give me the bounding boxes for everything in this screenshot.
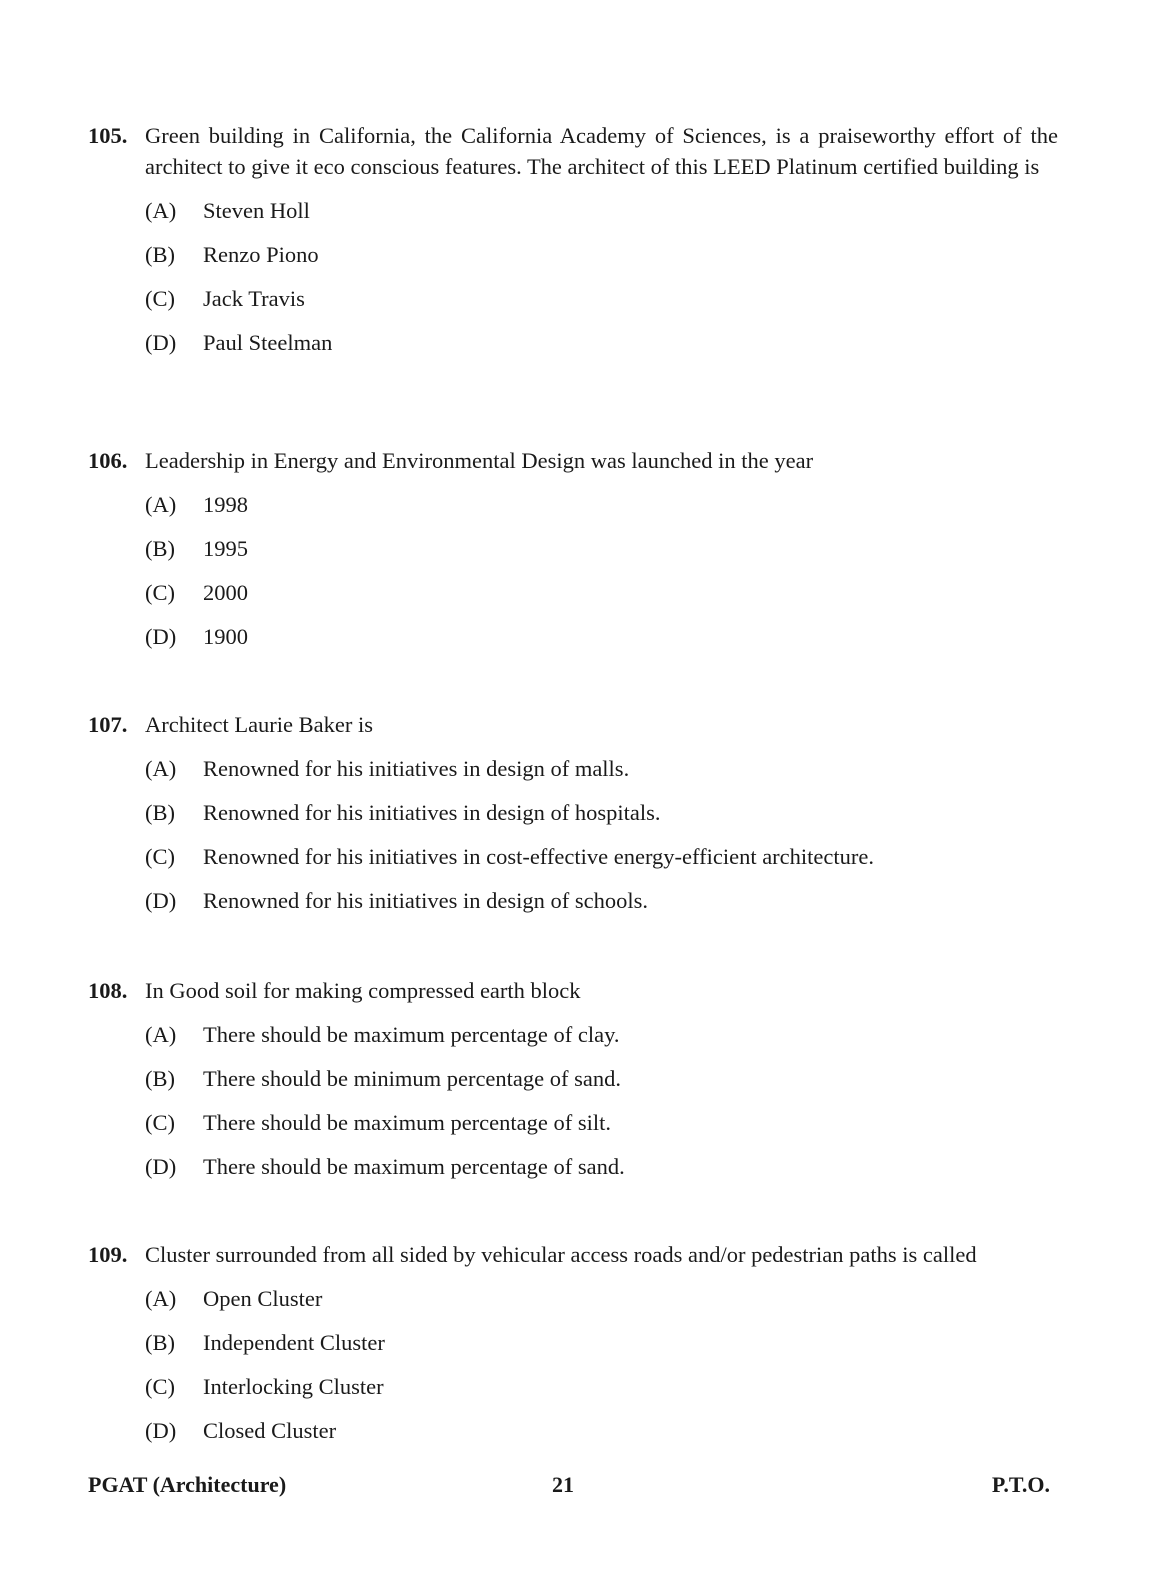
option-label: (C) [145, 580, 175, 605]
option-a [145, 1283, 1058, 1314]
option-label: (A) [145, 492, 177, 517]
option-text: There should be maximum percentage of clay. [203, 1022, 620, 1047]
footer-pto: P.T.O. [991, 1472, 1050, 1497]
option-label: (C) [145, 286, 175, 311]
option-text: Renowned for his initiatives in design of schools. [203, 888, 648, 913]
option-label: (C) [145, 844, 175, 869]
option-text: Closed Cluster [203, 1418, 337, 1443]
question-number: 107. [88, 712, 128, 737]
option-a [145, 753, 1058, 784]
option-label: (A) [145, 756, 177, 781]
option-text: Independent Cluster [203, 1330, 385, 1355]
question-text: Architect Laurie Baker is [145, 712, 374, 737]
question-number: 105. [88, 123, 128, 148]
option-b [145, 239, 1058, 270]
option-c [145, 841, 1058, 872]
option-text: Interlocking Cluster [203, 1374, 384, 1399]
option-text: There should be minimum percentage of sand. [203, 1066, 621, 1091]
option-c [145, 1371, 1058, 1402]
option-c [145, 577, 1058, 608]
option-b [145, 797, 1058, 828]
option-text: Paul Steelman [203, 330, 333, 355]
option-a [145, 195, 1058, 226]
question-text: Green building in California, the California Academy of Sciences, is a praiseworthy effort of the architect to give it eco conscious features. The architect of this LEED Platinum certified building is [145, 123, 1058, 179]
option-d [145, 1151, 1058, 1182]
option-label: (B) [145, 1330, 175, 1355]
option-d [145, 1415, 1058, 1446]
option-label: (A) [145, 1022, 177, 1047]
footer-exam-title: PGAT (Architecture) [88, 1472, 287, 1497]
question-106 [88, 445, 1058, 652]
question-109 [88, 1239, 1058, 1446]
page-number: 21 [552, 1472, 574, 1497]
option-label: (D) [145, 624, 177, 649]
option-label: (D) [145, 1418, 177, 1443]
option-d [145, 621, 1058, 652]
option-label: (B) [145, 242, 175, 267]
question-number: 106. [88, 448, 128, 473]
question-text: Leadership in Energy and Environmental Design was launched in the year [145, 448, 814, 473]
option-d [145, 327, 1058, 358]
option-c [145, 1107, 1058, 1138]
option-b [145, 533, 1058, 564]
option-text: Renowned for his initiatives in design of malls. [203, 756, 630, 781]
option-text: 1995 [203, 536, 248, 561]
option-label: (C) [145, 1374, 175, 1399]
question-105 [88, 120, 1058, 358]
option-b [145, 1063, 1058, 1094]
option-text: There should be maximum percentage of sand. [203, 1154, 625, 1179]
option-a [145, 489, 1058, 520]
option-text: Open Cluster [203, 1286, 323, 1311]
option-label: (B) [145, 1066, 175, 1091]
option-label: (A) [145, 1286, 177, 1311]
question-text: In Good soil for making compressed earth block [145, 978, 581, 1003]
option-text: Renowned for his initiatives in cost-effective energy-efficient architecture. [203, 844, 874, 869]
option-text: 1998 [203, 492, 248, 517]
option-a [145, 1019, 1058, 1050]
option-label: (C) [145, 1110, 175, 1135]
question-108 [88, 975, 1058, 1182]
option-text: Jack Travis [203, 286, 305, 311]
question-number: 109. [88, 1242, 128, 1267]
option-label: (B) [145, 536, 175, 561]
option-c [145, 283, 1058, 314]
question-number: 108. [88, 978, 128, 1003]
option-label: (B) [145, 800, 175, 825]
option-text: Renzo Piono [203, 242, 319, 267]
option-label: (D) [145, 330, 177, 355]
option-text: Renowned for his initiatives in design of hospitals. [203, 800, 661, 825]
option-text: 2000 [203, 580, 248, 605]
question-text: Cluster surrounded from all sided by vehicular access roads and/or pedestrian paths is called [145, 1242, 977, 1267]
option-label: (D) [145, 1154, 177, 1179]
option-label: (A) [145, 198, 177, 223]
option-text: 1900 [203, 624, 248, 649]
question-107 [88, 709, 1058, 916]
option-text: Steven Holl [203, 198, 310, 223]
option-text: There should be maximum percentage of silt. [203, 1110, 611, 1135]
option-b [145, 1327, 1058, 1358]
option-d [145, 885, 1058, 916]
option-label: (D) [145, 888, 177, 913]
